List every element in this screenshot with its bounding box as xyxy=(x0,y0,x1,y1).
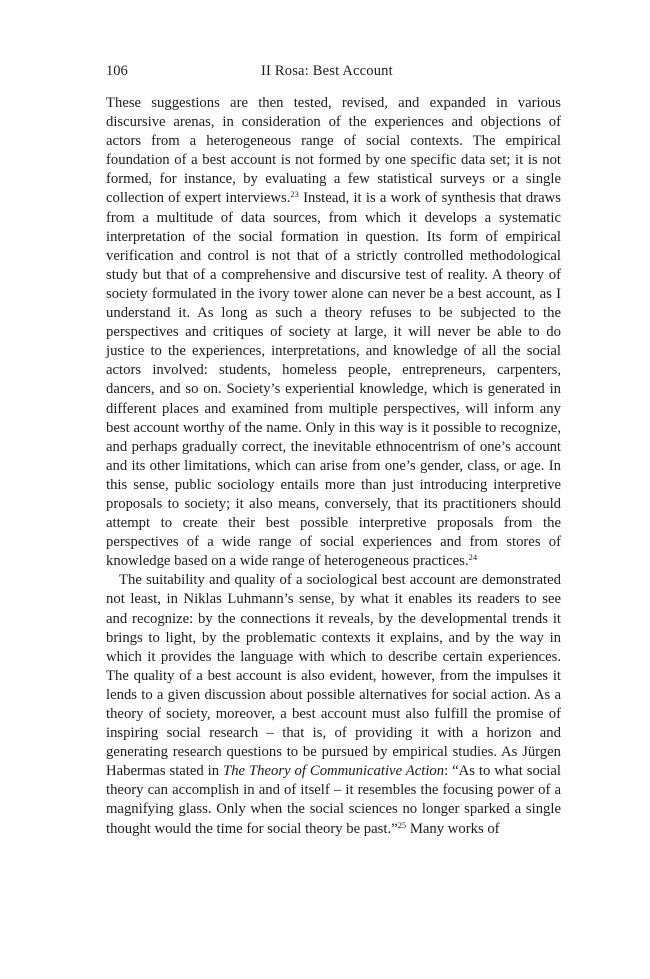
text-run: The suitability and quality of a sociological best account are demonstrated not least, in Niklas Luhmann’s sense, by what it enables its readers to see and recognize: by the connections it reveals, by the developmental trends it brings to light, by the problematic contexts it explains, and by the way in which it provides the language with which to describe certain experiences. The quality of a best account is also evident, however, from the impulses it lends to a given discussion about possible alternatives for social action. As a theory of society, moreover, a best account must also fulfill the promise of inspiring social research – that is, of providing it with a horizon and generating research questions to be pursued by empirical studies. As Jürgen Habermas stated in xyxy=(106,572,561,780)
book-page xyxy=(106,60,561,839)
running-head: II Rosa: Best Account xyxy=(261,63,393,79)
text-run: These suggestions are then tested, revised, and expanded in various discursive arenas, in consideration of the experiences and objections of actors from a heterogeneous range of social contexts. The empirical foundation of a best account is not formed by one specific data set; it is not formed, for instance, by evaluating a few statistical surveys or a single collection of expert interviews. xyxy=(106,95,561,207)
text-run: Instead, it is a work of synthesis that draws from a multitude of data sources, from which it develops a systematic interpretation of the social formation in question. Its form of empirical verification and control is not that of a strictly controlled methodological study but that of a comprehensive and discursive test of reality. A theory of society formulated in the ivory tower alone can never be a best account, as I understand it. As long as such a theory refuses to be subjected to the perspectives and critiques of society at large, it will never be able to do justice to the experiences, interpretations, and knowledge of all the social actors involved: students, homeless people, entrepreneurs, carpenters, dancers, and so on. Society’s experiential knowledge, which is generated in different places and examined from multiple perspectives, will inform any best account worthy of the name. Only in this way is it possible to recognize, and perhaps gradually correct, the inevitable ethnocentrism of one’s account and its other limitations, which can arise from one’s gender, class, or age. In this sense, public sociology entails more than just introducing interpretive proposals to society; it also means, conversely, that its practitioners should attempt to create their best possible interpretive proposals from the perspectives of a wide range of social experiences and from stores of knowledge based on a wide range of heterogeneous practices. xyxy=(106,190,561,570)
book-title: The Theory of Communicative Action xyxy=(223,763,445,780)
page-header xyxy=(106,60,561,82)
footnote-marker: 25 xyxy=(397,819,407,830)
paragraph xyxy=(106,94,561,571)
paragraph xyxy=(106,571,561,838)
page-number: 106 xyxy=(106,63,128,79)
footnote-marker: 24 xyxy=(468,552,478,563)
text-run: Many works of xyxy=(406,820,500,837)
text-run: : “As to what social theory can accomplish in and of itself – it resembles the focusing power of a magnifying glass. Only when the social sciences no longer sparked a single thought would the time for social theory be past.” xyxy=(106,763,561,837)
footnote-marker: 23 xyxy=(290,189,299,200)
body-text xyxy=(106,94,561,839)
